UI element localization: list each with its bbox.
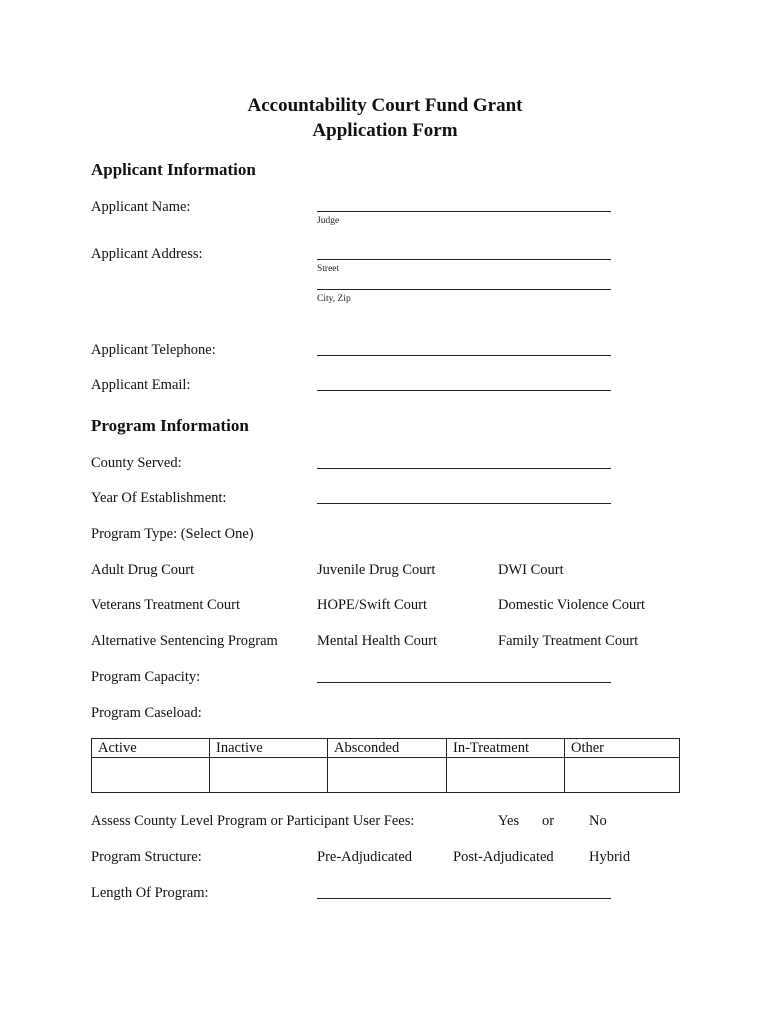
program-type-option[interactable]: DWI Court: [498, 562, 564, 578]
program-structure-label: Program Structure:: [91, 849, 202, 865]
program-type-option[interactable]: Veterans Treatment Court: [91, 597, 241, 613]
program-type-option[interactable]: Domestic Violence Court: [498, 597, 646, 613]
county-served-field[interactable]: [317, 468, 611, 469]
form-title-line-2: Application Form: [312, 120, 458, 141]
caseload-inactive-cell[interactable]: [210, 758, 328, 793]
year-established-field[interactable]: [317, 503, 611, 504]
program-type-label: Program Type: (Select One): [91, 526, 254, 542]
structure-option-post-adjudicated[interactable]: Post-Adjudicated: [453, 849, 554, 865]
user-fees-yes-option[interactable]: Yes: [498, 813, 520, 829]
caseload-header-other: Other: [565, 739, 680, 758]
program-type-option[interactable]: Juvenile Drug Court: [317, 562, 436, 578]
caseload-header-absconded: Absconded: [328, 739, 447, 758]
user-fees-label: Assess County Level Program or Participant User Fees:: [91, 813, 415, 829]
applicant-name-field[interactable]: [317, 211, 611, 212]
applicant-street-field[interactable]: [317, 259, 611, 260]
caseload-header-in-treatment: In-Treatment: [447, 739, 565, 758]
applicant-email-label: Applicant Email:: [91, 377, 191, 393]
caseload-header-inactive: Inactive: [210, 739, 328, 758]
program-type-option[interactable]: Mental Health Court: [317, 633, 438, 649]
applicant-telephone-field[interactable]: [317, 355, 611, 356]
county-served-label: County Served:: [91, 455, 182, 471]
cityzip-hint: City, Zip: [317, 294, 351, 304]
caseload-table: [91, 738, 680, 793]
form-title-line-1: Accountability Court Fund Grant: [247, 95, 523, 116]
applicant-cityzip-field[interactable]: [317, 289, 611, 290]
program-type-option[interactable]: Adult Drug Court: [91, 562, 195, 578]
applicant-telephone-label: Applicant Telephone:: [91, 342, 216, 358]
program-type-option[interactable]: Alternative Sentencing Program: [91, 633, 278, 649]
caseload-header-row: [92, 739, 680, 758]
caseload-active-cell[interactable]: [92, 758, 210, 793]
year-established-label: Year Of Establishment:: [91, 490, 227, 506]
applicant-section-heading: Applicant Information: [91, 160, 256, 179]
applicant-name-hint: Judge: [317, 216, 340, 226]
caseload-header-active: Active: [92, 739, 210, 758]
program-caseload-label: Program Caseload:: [91, 705, 202, 721]
program-section-heading: Program Information: [91, 416, 249, 435]
caseload-in-treatment-cell[interactable]: [447, 758, 565, 793]
structure-option-pre-adjudicated[interactable]: Pre-Adjudicated: [317, 849, 413, 865]
applicant-email-field[interactable]: [317, 390, 611, 391]
applicant-name-label: Applicant Name:: [91, 199, 191, 215]
program-length-label: Length Of Program:: [91, 885, 209, 901]
program-capacity-label: Program Capacity:: [91, 669, 201, 685]
caseload-entry-row: [92, 758, 680, 793]
caseload-absconded-cell[interactable]: [328, 758, 447, 793]
caseload-other-cell[interactable]: [565, 758, 680, 793]
program-length-field[interactable]: [317, 898, 611, 899]
user-fees-or-text: or: [542, 813, 555, 829]
program-type-option[interactable]: HOPE/Swift Court: [317, 597, 427, 613]
program-capacity-field[interactable]: [317, 682, 611, 683]
user-fees-no-option[interactable]: No: [589, 813, 607, 829]
applicant-address-label: Applicant Address:: [91, 246, 203, 262]
program-type-option[interactable]: Family Treatment Court: [498, 633, 639, 649]
structure-option-hybrid[interactable]: Hybrid: [589, 849, 631, 865]
street-hint: Street: [317, 264, 340, 274]
